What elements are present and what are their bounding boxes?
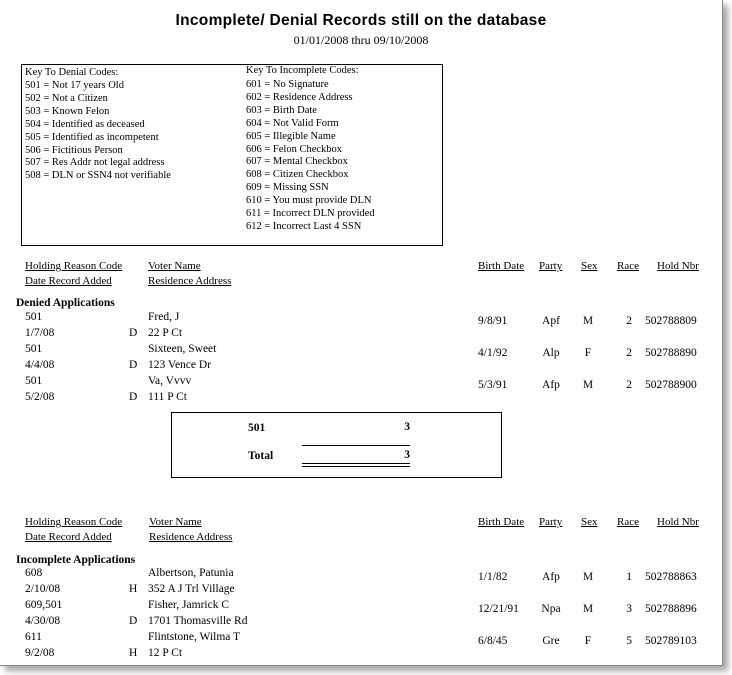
incomplete-key-item: 610 = You must provide DLN bbox=[246, 195, 372, 207]
hold-nbr: 502789103 bbox=[645, 635, 697, 647]
residence-address: 12 P Ct bbox=[148, 647, 183, 659]
party: Afp bbox=[542, 379, 560, 391]
denial-key-item: 505 = Identified as incompetent bbox=[25, 131, 159, 143]
denial-key-item: 506 = Fictitious Person bbox=[25, 144, 123, 156]
denial-key-item: 503 = Known Felon bbox=[25, 105, 110, 117]
col-holding-reason: Holding Reason Code bbox=[25, 516, 123, 528]
birth-date: 5/3/91 bbox=[478, 379, 508, 391]
incomplete-key-item: 602 = Residence Address bbox=[246, 91, 353, 103]
holding-reason-code: 501 bbox=[25, 375, 43, 387]
status-flag: H bbox=[129, 583, 138, 595]
col-birth-date: Birth Date bbox=[478, 260, 525, 272]
holding-reason-code: 501 bbox=[25, 311, 43, 323]
birth-date: 4/1/92 bbox=[478, 347, 508, 359]
hold-nbr: 502788890 bbox=[645, 347, 697, 359]
sex: M bbox=[582, 315, 594, 327]
sex: F bbox=[584, 347, 592, 359]
voter-name: Flintstone, Wilma T bbox=[148, 631, 241, 643]
sex: M bbox=[582, 603, 594, 615]
summary-double-rule-2 bbox=[302, 466, 410, 467]
incomplete-key-item: 612 = Incorrect Last 4 SSN bbox=[246, 220, 362, 232]
holding-reason-code: 609,501 bbox=[25, 599, 63, 611]
incomplete-section-heading: Incomplete Applications bbox=[16, 554, 136, 566]
party: Npa bbox=[541, 603, 561, 615]
race: 2 bbox=[626, 347, 632, 359]
voter-name: Fred, J bbox=[148, 311, 180, 323]
col-hold-nbr: Hold Nbr bbox=[657, 516, 699, 528]
race: 1 bbox=[626, 571, 632, 583]
incomplete-key-item: 608 = Citizen Checkbox bbox=[246, 169, 349, 181]
race: 5 bbox=[626, 635, 632, 647]
sex: M bbox=[582, 571, 594, 583]
incomplete-key-item: 601 = No Signature bbox=[246, 79, 329, 90]
summary-code: 501 bbox=[248, 422, 266, 434]
hold-nbr: 502788900 bbox=[645, 379, 697, 391]
denial-key-item: 501 = Not 17 years Old bbox=[25, 80, 124, 91]
date-record-added: 4/4/08 bbox=[25, 359, 55, 371]
holding-reason-code: 501 bbox=[25, 343, 43, 355]
report-title: Incomplete/ Denial Records still on the database bbox=[175, 12, 547, 29]
date-record-added: 1/7/08 bbox=[25, 327, 55, 339]
status-flag: H bbox=[129, 647, 138, 659]
denial-key-item: 508 = DLN or SSN4 not verifiable bbox=[25, 170, 171, 182]
summary-total: 3 bbox=[404, 449, 410, 461]
race: 2 bbox=[626, 315, 632, 327]
incomplete-key-item: 611 = Incorrect DLN provided bbox=[246, 208, 375, 219]
col-sex: Sex bbox=[581, 260, 598, 272]
incomplete-key-item: 605 = Illegible Name bbox=[246, 130, 336, 142]
incomplete-key-item: 607 = Mental Checkbox bbox=[246, 156, 348, 168]
summary-double-rule-1 bbox=[302, 463, 410, 464]
birth-date: 1/1/82 bbox=[478, 571, 508, 583]
birth-date: 6/8/45 bbox=[478, 635, 508, 647]
birth-date: 12/21/91 bbox=[478, 603, 519, 615]
hold-nbr: 502788896 bbox=[645, 603, 697, 615]
col-race: Race bbox=[617, 260, 639, 272]
status-flag: D bbox=[129, 391, 138, 403]
col-residence: Residence Address bbox=[148, 275, 232, 287]
birth-date: 9/8/91 bbox=[478, 315, 508, 327]
status-flag: D bbox=[129, 327, 138, 339]
status-flag: D bbox=[129, 615, 138, 627]
denial-key-item: 504 = Identified as deceased bbox=[25, 118, 145, 130]
summary-rule bbox=[302, 445, 410, 446]
incomplete-key-item: 609 = Missing SSN bbox=[246, 182, 329, 194]
col-date-added: Date Record Added bbox=[25, 531, 112, 543]
denial-key-item: 502 = Not a Citizen bbox=[25, 92, 108, 104]
report-date-range: 01/01/2008 thru 09/10/2008 bbox=[293, 33, 429, 47]
denial-key-heading: Key To Denial Codes: bbox=[25, 67, 119, 78]
party: Apf bbox=[542, 315, 560, 327]
voter-name: Sixteen, Sweet bbox=[148, 343, 217, 355]
col-voter-name: Voter Name bbox=[149, 516, 202, 528]
holding-reason-code: 611 bbox=[25, 631, 42, 643]
date-record-added: 9/2/08 bbox=[25, 647, 55, 659]
voter-name: Fisher, Jamrick C bbox=[148, 599, 229, 611]
summary-code-count: 3 bbox=[404, 421, 410, 433]
col-hold-nbr: Hold Nbr bbox=[657, 260, 699, 272]
sex: F bbox=[584, 635, 592, 647]
col-residence: Residence Address bbox=[149, 531, 233, 543]
voter-name: Va, Vvvv bbox=[148, 375, 192, 387]
col-party: Party bbox=[539, 260, 563, 272]
denied-section-heading: Denied Applications bbox=[16, 297, 115, 309]
date-record-added: 4/30/08 bbox=[25, 615, 61, 627]
voter-name: Albertson, Patunia bbox=[148, 567, 234, 579]
hold-nbr: 502788863 bbox=[645, 571, 697, 583]
denial-key-item: 507 = Res Addr not legal address bbox=[25, 157, 165, 169]
col-voter-name: Voter Name bbox=[148, 260, 201, 272]
residence-address: 123 Vence Dr bbox=[148, 359, 212, 371]
holding-reason-code: 608 bbox=[25, 567, 43, 579]
col-holding-reason: Holding Reason Code bbox=[25, 260, 123, 272]
incomplete-key-item: 603 = Birth Date bbox=[246, 104, 317, 116]
hold-nbr: 502788809 bbox=[645, 315, 697, 327]
residence-address: 352 A J Trl Village bbox=[148, 583, 235, 595]
col-birth-date: Birth Date bbox=[478, 516, 525, 528]
race: 2 bbox=[626, 379, 632, 391]
party: Alp bbox=[542, 347, 560, 359]
date-record-added: 5/2/08 bbox=[25, 391, 55, 403]
residence-address: 1701 Thomasville Rd bbox=[148, 615, 248, 627]
col-sex: Sex bbox=[581, 516, 598, 528]
summary-total-label: Total bbox=[248, 450, 274, 462]
date-record-added: 2/10/08 bbox=[25, 583, 61, 595]
race: 3 bbox=[626, 603, 632, 615]
status-flag: D bbox=[129, 359, 138, 371]
col-date-added: Date Record Added bbox=[25, 275, 112, 287]
incomplete-key-item: 604 = Not Valid Form bbox=[246, 117, 339, 129]
party: Gre bbox=[542, 635, 560, 647]
incomplete-key-heading: Key To Incomplete Codes: bbox=[246, 65, 359, 76]
sex: M bbox=[582, 379, 594, 391]
col-party: Party bbox=[539, 516, 563, 528]
residence-address: 22 P Ct bbox=[148, 327, 183, 339]
party: Afp bbox=[542, 571, 560, 583]
incomplete-key-item: 606 = Felon Checkbox bbox=[246, 143, 343, 155]
residence-address: 111 P Ct bbox=[148, 391, 187, 403]
col-race: Race bbox=[617, 516, 639, 528]
